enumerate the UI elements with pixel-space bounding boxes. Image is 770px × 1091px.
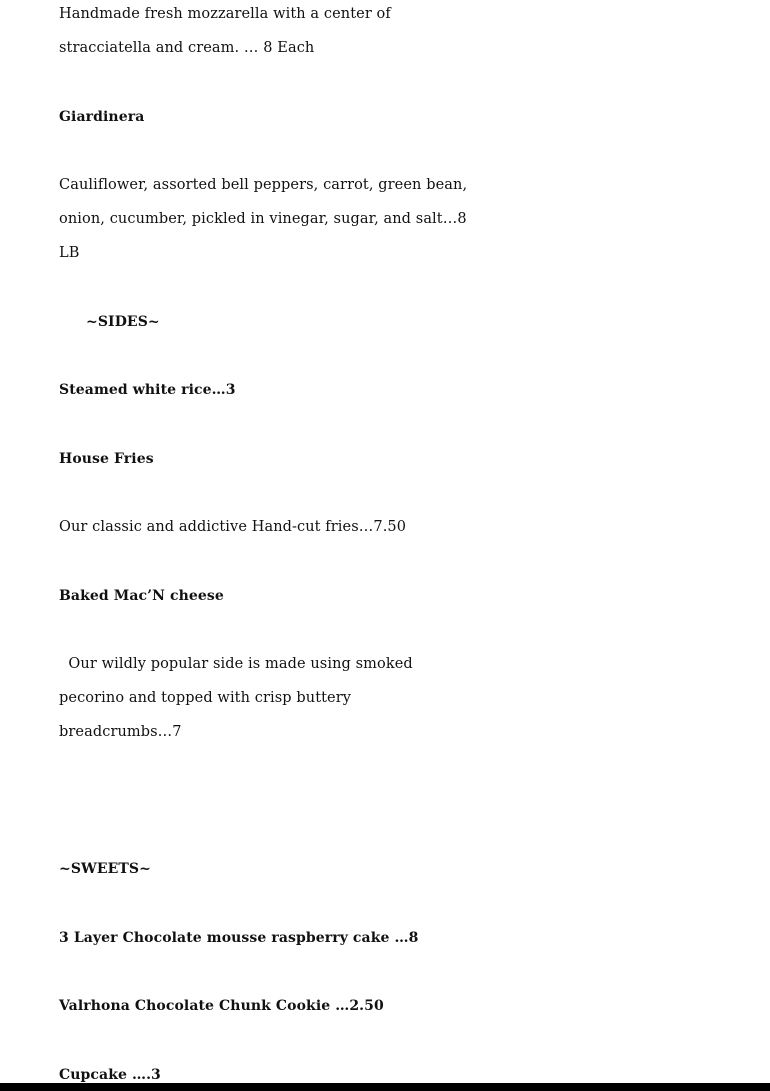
- sweets-heading: ~SWEETS~: [59, 861, 151, 877]
- bottom-border: [0, 1083, 770, 1091]
- sides-heading: ~SIDES~: [86, 314, 160, 330]
- cupcake-item: Cupcake ….3: [59, 1067, 161, 1083]
- giardinera-description-line-1: Cauliflower, assorted bell peppers, carrot, green bean,: [59, 177, 468, 193]
- cookie-item: Valrhona Chocolate Chunk Cookie …2.50: [59, 998, 384, 1014]
- cake-item: 3 Layer Chocolate mousse raspberry cake …8: [59, 930, 419, 946]
- mozzarella-description-line-2: stracciatella and cream. … 8 Each: [59, 40, 315, 56]
- mozzarella-description-line-1: Handmade fresh mozzarella with a center of: [59, 6, 391, 22]
- mac-cheese-description-line-2: pecorino and topped with crisp buttery: [59, 690, 352, 706]
- giardinera-title: Giardinera: [59, 109, 145, 125]
- mac-cheese-title: Baked Mac’N cheese: [59, 588, 224, 604]
- mac-cheese-description-line-3: breadcrumbs…7: [59, 724, 182, 740]
- mac-cheese-description-line-1: Our wildly popular side is made using smoked: [59, 656, 413, 672]
- fries-description: Our classic and addictive Hand-cut fries…7.50: [59, 519, 407, 535]
- rice-item: Steamed white rice…3: [59, 382, 236, 398]
- giardinera-description-line-3: LB: [59, 245, 80, 261]
- giardinera-description-line-2: onion, cucumber, pickled in vinegar, sugar, and salt…8: [59, 211, 467, 227]
- fries-title: House Fries: [59, 451, 154, 467]
